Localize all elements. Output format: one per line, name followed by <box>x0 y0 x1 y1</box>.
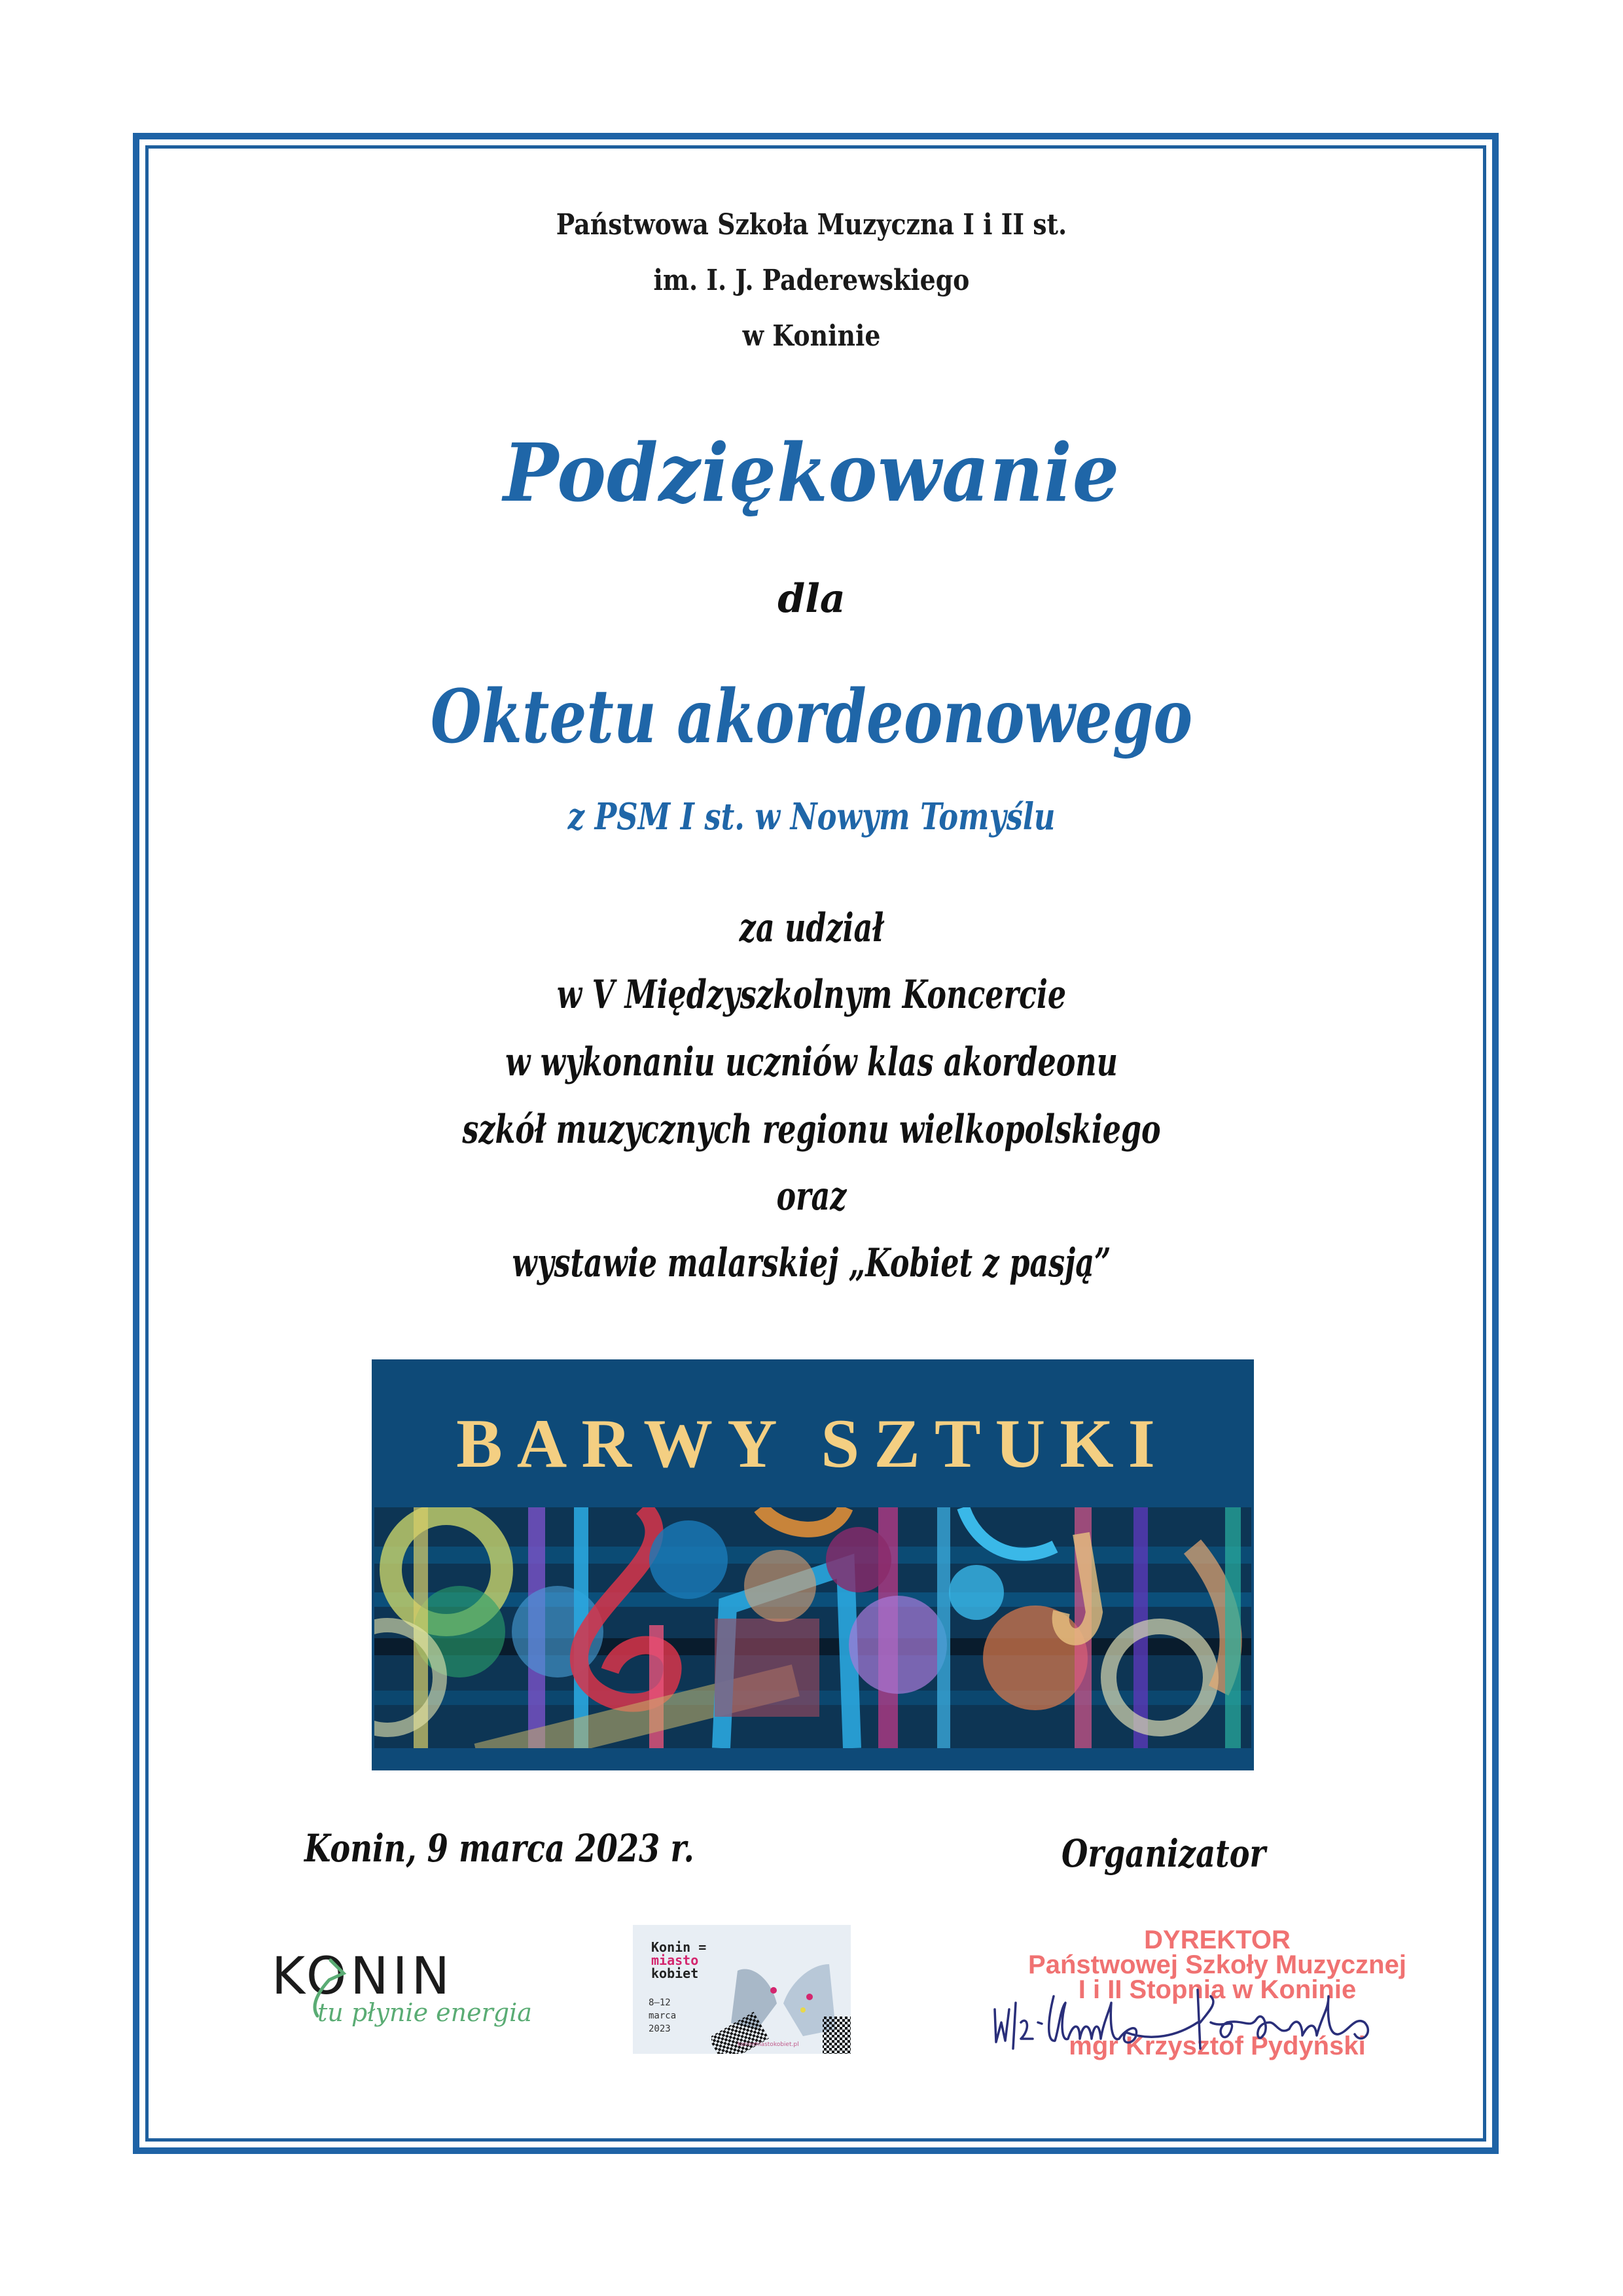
body-line-5: oraz <box>776 1174 847 1219</box>
handwritten-signature <box>982 1983 1400 2055</box>
barwy-sztuki-banner <box>372 1359 1254 1770</box>
poster-line3: kobiet <box>651 1965 699 1981</box>
music-notes-icon <box>374 1507 1251 1748</box>
place-and-date: Konin, 9 marca 2023 r. <box>304 1826 694 1871</box>
body-line-1: za udział <box>739 905 884 951</box>
school-name-line3: w Koninie <box>742 319 881 353</box>
stamp-line2: Państwowej Szkoły Muzycznej <box>1028 1950 1406 1979</box>
poster-year: 2023 <box>649 2024 671 2034</box>
pinky-promise-hands-icon <box>711 1951 851 2054</box>
school-name-line2: im. I. J. Paderewskiego <box>653 264 970 297</box>
konin-miasto-kobiet-poster <box>633 1925 851 2054</box>
recipient-name: Oktetu akordeonowego <box>430 674 1193 760</box>
recipient-origin: z PSM I st. w Nowym Tomyślu <box>567 795 1056 838</box>
poster-dates: 8—12 <box>649 1998 671 2008</box>
stamp-line1: DYREKTOR <box>1144 1926 1291 1954</box>
poster-line1: Konin = <box>651 1939 707 1955</box>
body-line-6: wystawie malarskiej „Kobiet z pasją” <box>512 1240 1111 1286</box>
certificate-title: Podziękowanie <box>503 425 1120 520</box>
for-label: dla <box>777 576 846 622</box>
stamp-line3: I i II Stopnia w Koninie <box>1078 1975 1357 2004</box>
konin-wordmark: KONIN <box>272 1947 454 2006</box>
stamp-line4: mgr Krzysztof Pydyński <box>1069 2032 1366 2060</box>
poster-month: marca <box>649 2011 677 2021</box>
body-line-3: w wykonaniu uczniów klas akordeonu <box>505 1039 1118 1085</box>
body-line-4: szkół muzycznych regionu wielkopolskiego <box>462 1107 1161 1153</box>
school-name-line1: Państwowa Szkoła Muzyczna I i II st. <box>556 208 1067 242</box>
konin-city-logo <box>265 1947 553 2039</box>
konin-tagline: tu płynie energia <box>317 1998 532 2027</box>
poster-url: koninmiastokobiet.pl <box>738 2041 799 2048</box>
body-line-2: w V Międzyszkolnym Koncercie <box>556 972 1067 1018</box>
poster-line2: miasto <box>651 1952 699 1968</box>
music-notes-artwork <box>374 1507 1251 1748</box>
banner-title: BARWY SZTUKI <box>456 1405 1169 1482</box>
organizer-label: Organizator <box>1061 1831 1266 1876</box>
